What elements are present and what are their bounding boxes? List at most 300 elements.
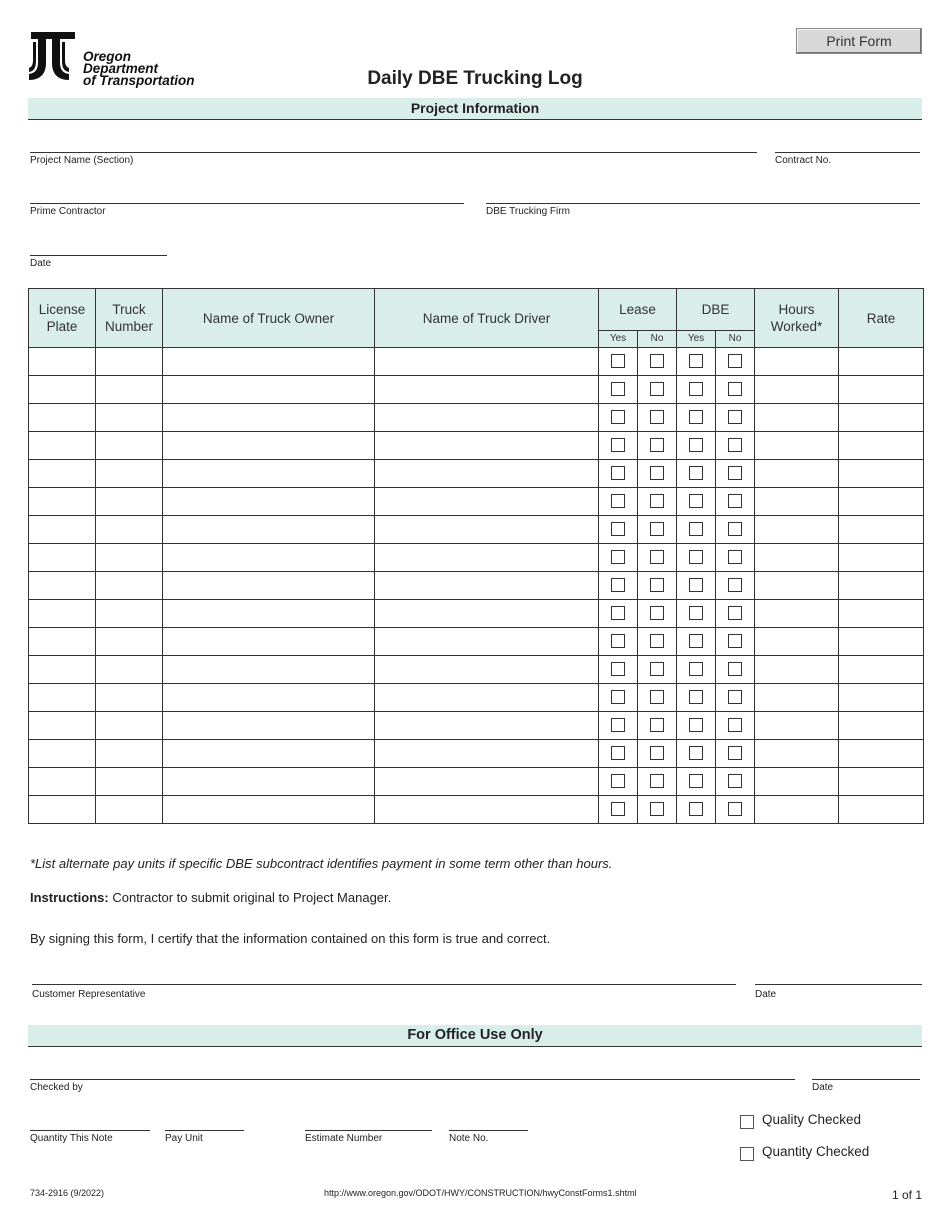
hours-worked-cell[interactable] bbox=[755, 544, 839, 572]
logo-line-3: of Transportation bbox=[83, 73, 195, 88]
dbe-yes-cell bbox=[677, 712, 716, 740]
dbe-yes-checkbox[interactable] bbox=[689, 746, 703, 760]
rate-cell[interactable] bbox=[839, 572, 924, 600]
truck-number-cell[interactable] bbox=[96, 628, 163, 656]
signature-date-label: Date bbox=[755, 989, 777, 1000]
dbe-no-checkbox[interactable] bbox=[728, 354, 742, 368]
truck-owner-cell[interactable] bbox=[163, 376, 375, 404]
truck-driver-cell[interactable] bbox=[375, 348, 599, 376]
table-row bbox=[29, 796, 924, 824]
lease-yes-checkbox[interactable] bbox=[611, 802, 625, 816]
lease-no-cell bbox=[638, 488, 677, 516]
dbe-no-checkbox[interactable] bbox=[728, 466, 742, 480]
rate-cell[interactable] bbox=[839, 376, 924, 404]
dbe-no-cell bbox=[716, 544, 755, 572]
truck-number-cell[interactable] bbox=[96, 488, 163, 516]
lease-no-checkbox[interactable] bbox=[650, 466, 664, 480]
lease-no-checkbox[interactable] bbox=[650, 690, 664, 704]
truck-owner-header: Name of Truck Owner bbox=[163, 289, 375, 348]
hours-worked-cell[interactable] bbox=[755, 376, 839, 404]
license-plate-cell[interactable] bbox=[29, 516, 96, 544]
dbe-yes-cell bbox=[677, 544, 716, 572]
lease-no-cell bbox=[638, 544, 677, 572]
dbe-yes-checkbox[interactable] bbox=[689, 774, 703, 788]
rate-cell[interactable] bbox=[839, 628, 924, 656]
dbe-yes-checkbox[interactable] bbox=[689, 438, 703, 452]
lease-no-checkbox[interactable] bbox=[650, 634, 664, 648]
truck-owner-cell[interactable] bbox=[163, 460, 375, 488]
quality-checked-label: Quality Checked bbox=[762, 1112, 862, 1127]
license-plate-cell[interactable] bbox=[29, 768, 96, 796]
lease-no-cell bbox=[638, 796, 677, 824]
lease-no-cell bbox=[638, 572, 677, 600]
dbe-yes-checkbox[interactable] bbox=[689, 494, 703, 508]
truck-driver-cell[interactable] bbox=[375, 628, 599, 656]
lease-yes-checkbox[interactable] bbox=[611, 718, 625, 732]
rate-cell[interactable] bbox=[839, 516, 924, 544]
license-plate-cell[interactable] bbox=[29, 628, 96, 656]
dbe-yes-cell bbox=[677, 684, 716, 712]
truck-owner-cell[interactable] bbox=[163, 656, 375, 684]
lease-no-cell bbox=[638, 656, 677, 684]
lease-no-checkbox[interactable] bbox=[650, 550, 664, 564]
truck-driver-cell[interactable] bbox=[375, 376, 599, 404]
rate-cell[interactable] bbox=[839, 796, 924, 824]
truck-number-cell[interactable] bbox=[96, 600, 163, 628]
lease-yes-cell bbox=[599, 348, 638, 376]
truck-driver-cell[interactable] bbox=[375, 404, 599, 432]
lease-no-cell bbox=[638, 768, 677, 796]
lease-yes-checkbox[interactable] bbox=[611, 578, 625, 592]
logo-line-1: Oregon bbox=[83, 49, 132, 64]
dbe-yes-cell bbox=[677, 404, 716, 432]
lease-no-checkbox[interactable] bbox=[650, 382, 664, 396]
dbe-no-checkbox[interactable] bbox=[728, 718, 742, 732]
lease-yes-cell bbox=[599, 628, 638, 656]
lease-no-cell bbox=[638, 348, 677, 376]
form-title: Daily DBE Trucking Log bbox=[367, 68, 583, 89]
truck-driver-cell[interactable] bbox=[375, 432, 599, 460]
rate-cell[interactable] bbox=[839, 544, 924, 572]
lease-no-cell bbox=[638, 740, 677, 768]
dbe-yes-checkbox[interactable] bbox=[689, 606, 703, 620]
lease-yes-cell bbox=[599, 488, 638, 516]
truck-number-cell[interactable] bbox=[96, 348, 163, 376]
project-information-header: Project Information bbox=[28, 98, 922, 120]
rate-cell[interactable] bbox=[839, 684, 924, 712]
instructions-label: Instructions: bbox=[30, 890, 109, 905]
rate-cell[interactable] bbox=[839, 712, 924, 740]
dbe-yes-checkbox[interactable] bbox=[689, 466, 703, 480]
license-plate-cell[interactable] bbox=[29, 488, 96, 516]
lease-header: Lease bbox=[599, 289, 677, 331]
truck-number-cell[interactable] bbox=[96, 796, 163, 824]
project-name-label: Project Name (Section) bbox=[30, 155, 134, 166]
dbe-no-checkbox[interactable] bbox=[728, 634, 742, 648]
lease-no-checkbox[interactable] bbox=[650, 494, 664, 508]
truck-number-cell[interactable] bbox=[96, 572, 163, 600]
rate-cell[interactable] bbox=[839, 432, 924, 460]
dbe-yes-checkbox[interactable] bbox=[689, 410, 703, 424]
lease-yes-checkbox[interactable] bbox=[611, 690, 625, 704]
rate-cell[interactable] bbox=[839, 600, 924, 628]
truck-number-cell[interactable] bbox=[96, 460, 163, 488]
truck-driver-cell[interactable] bbox=[375, 712, 599, 740]
dbe-yes-checkbox[interactable] bbox=[689, 690, 703, 704]
license-plate-cell[interactable] bbox=[29, 404, 96, 432]
quantity-this-note-label: Quantity This Note bbox=[30, 1133, 113, 1144]
truck-driver-cell[interactable] bbox=[375, 656, 599, 684]
lease-no-checkbox[interactable] bbox=[650, 718, 664, 732]
dbe-no-checkbox[interactable] bbox=[728, 382, 742, 396]
table-row bbox=[29, 684, 924, 712]
dbe-no-cell bbox=[716, 348, 755, 376]
dbe-no-checkbox[interactable] bbox=[728, 578, 742, 592]
truck-driver-header: Name of Truck Driver bbox=[375, 289, 599, 348]
lease-no-cell bbox=[638, 460, 677, 488]
dbe-yes-checkbox[interactable] bbox=[689, 382, 703, 396]
truck-number-cell[interactable] bbox=[96, 516, 163, 544]
license-plate-header: License Plate bbox=[29, 289, 96, 348]
dbe-yes-cell bbox=[677, 600, 716, 628]
truck-owner-cell[interactable] bbox=[163, 600, 375, 628]
estimate-number-label: Estimate Number bbox=[305, 1133, 383, 1144]
license-plate-cell[interactable] bbox=[29, 432, 96, 460]
truck-owner-cell[interactable] bbox=[163, 432, 375, 460]
dbe-yes-checkbox[interactable] bbox=[689, 550, 703, 564]
lease-yes-checkbox[interactable] bbox=[611, 494, 625, 508]
lease-yes-cell bbox=[599, 656, 638, 684]
truck-owner-cell[interactable] bbox=[163, 572, 375, 600]
truck-owner-cell[interactable] bbox=[163, 348, 375, 376]
print-form-button[interactable]: Print Form bbox=[796, 28, 922, 54]
lease-no-checkbox[interactable] bbox=[650, 606, 664, 620]
dbe-trucking-firm-label: DBE Trucking Firm bbox=[486, 206, 570, 217]
note-no-label: Note No. bbox=[449, 1133, 489, 1144]
form-url-link[interactable]: http://www.oregon.gov/ODOT/HWY/CONSTRUCTION/hwyConstForms1.shtml bbox=[324, 1188, 637, 1198]
license-plate-cell[interactable] bbox=[29, 348, 96, 376]
lease-no-checkbox[interactable] bbox=[650, 438, 664, 452]
license-plate-cell[interactable] bbox=[29, 740, 96, 768]
lease-yes-header: Yes bbox=[599, 331, 638, 348]
prime-contractor-field[interactable] bbox=[30, 203, 464, 204]
lease-yes-cell bbox=[599, 460, 638, 488]
lease-no-checkbox[interactable] bbox=[650, 578, 664, 592]
license-plate-cell[interactable] bbox=[29, 376, 96, 404]
office-date-field[interactable] bbox=[812, 1079, 920, 1080]
hours-worked-cell[interactable] bbox=[755, 712, 839, 740]
trucking-log-table bbox=[28, 288, 924, 824]
dbe-header: DBE bbox=[677, 289, 755, 331]
truck-number-cell[interactable] bbox=[96, 740, 163, 768]
dbe-yes-cell bbox=[677, 656, 716, 684]
dbe-no-cell bbox=[716, 712, 755, 740]
dbe-yes-checkbox[interactable] bbox=[689, 354, 703, 368]
truck-number-cell[interactable] bbox=[96, 768, 163, 796]
pay-unit-label: Pay Unit bbox=[165, 1133, 203, 1144]
lease-no-cell bbox=[638, 376, 677, 404]
truck-number-cell[interactable] bbox=[96, 432, 163, 460]
checked-by-field[interactable] bbox=[30, 1079, 795, 1080]
lease-no-checkbox[interactable] bbox=[650, 774, 664, 788]
dbe-yes-checkbox[interactable] bbox=[689, 662, 703, 676]
footnote: *List alternate pay units if specific DBE subcontract identifies payment in some term other than hours. bbox=[30, 856, 613, 871]
table-row bbox=[29, 628, 924, 656]
truck-owner-cell[interactable] bbox=[163, 404, 375, 432]
license-plate-cell[interactable] bbox=[29, 460, 96, 488]
rate-cell[interactable] bbox=[839, 740, 924, 768]
lease-yes-cell bbox=[599, 740, 638, 768]
truck-driver-cell[interactable] bbox=[375, 544, 599, 572]
table-row bbox=[29, 712, 924, 740]
truck-owner-cell[interactable] bbox=[163, 488, 375, 516]
pay-unit-field[interactable] bbox=[165, 1130, 244, 1131]
dbe-yes-cell bbox=[677, 376, 716, 404]
dbe-no-checkbox[interactable] bbox=[728, 522, 742, 536]
lease-no-header: No bbox=[638, 331, 677, 348]
dbe-no-cell bbox=[716, 488, 755, 516]
rate-cell[interactable] bbox=[839, 348, 924, 376]
truck-number-cell[interactable] bbox=[96, 712, 163, 740]
dbe-no-checkbox[interactable] bbox=[728, 606, 742, 620]
lease-yes-checkbox[interactable] bbox=[611, 550, 625, 564]
truck-driver-cell[interactable] bbox=[375, 488, 599, 516]
lease-no-checkbox[interactable] bbox=[650, 522, 664, 536]
lease-no-checkbox[interactable] bbox=[650, 802, 664, 816]
dbe-no-checkbox[interactable] bbox=[728, 550, 742, 564]
truck-owner-cell[interactable] bbox=[163, 544, 375, 572]
truck-owner-cell[interactable] bbox=[163, 768, 375, 796]
table-row bbox=[29, 768, 924, 796]
truck-driver-cell[interactable] bbox=[375, 600, 599, 628]
dbe-no-cell bbox=[716, 460, 755, 488]
dbe-yes-checkbox[interactable] bbox=[689, 634, 703, 648]
lease-no-cell bbox=[638, 684, 677, 712]
prime-contractor-label: Prime Contractor bbox=[30, 206, 106, 217]
trucking-log-rows bbox=[29, 348, 924, 824]
lease-yes-checkbox[interactable] bbox=[611, 466, 625, 480]
dbe-yes-checkbox[interactable] bbox=[689, 522, 703, 536]
lease-yes-cell bbox=[599, 404, 638, 432]
dbe-no-cell bbox=[716, 656, 755, 684]
dbe-yes-cell bbox=[677, 432, 716, 460]
date-label: Date bbox=[30, 258, 52, 269]
lease-yes-checkbox[interactable] bbox=[611, 774, 625, 788]
certification-statement: By signing this form, I certify that the information contained on this form is true and correct. bbox=[30, 931, 551, 946]
dbe-no-checkbox[interactable] bbox=[728, 438, 742, 452]
instructions-text: Contractor to submit original to Project Manager. bbox=[108, 890, 392, 905]
checked-by-label: Checked by bbox=[30, 1082, 83, 1093]
lease-yes-checkbox[interactable] bbox=[611, 438, 625, 452]
hours-worked-cell[interactable] bbox=[755, 796, 839, 824]
lease-no-checkbox[interactable] bbox=[650, 746, 664, 760]
rate-cell[interactable] bbox=[839, 768, 924, 796]
hours-worked-cell[interactable] bbox=[755, 432, 839, 460]
truck-driver-cell[interactable] bbox=[375, 796, 599, 824]
office-use-header: For Office Use Only bbox=[28, 1025, 922, 1047]
hours-worked-cell[interactable] bbox=[755, 348, 839, 376]
lease-no-cell bbox=[638, 628, 677, 656]
hours-worked-header: Hours Worked* bbox=[755, 289, 839, 348]
dbe-yes-cell bbox=[677, 796, 716, 824]
hours-worked-cell[interactable] bbox=[755, 768, 839, 796]
dbe-no-cell bbox=[716, 684, 755, 712]
rate-cell[interactable] bbox=[839, 656, 924, 684]
note-no-field[interactable] bbox=[449, 1130, 528, 1131]
dbe-no-cell bbox=[716, 376, 755, 404]
project-name-field[interactable] bbox=[30, 152, 757, 153]
page-number: 1 of 1 bbox=[892, 1188, 923, 1202]
dbe-yes-checkbox[interactable] bbox=[689, 802, 703, 816]
lease-no-cell bbox=[638, 600, 677, 628]
dbe-no-checkbox[interactable] bbox=[728, 746, 742, 760]
dbe-no-cell bbox=[716, 432, 755, 460]
lease-yes-checkbox[interactable] bbox=[611, 354, 625, 368]
rate-cell[interactable] bbox=[839, 460, 924, 488]
truck-driver-cell[interactable] bbox=[375, 460, 599, 488]
lease-yes-cell bbox=[599, 432, 638, 460]
dbe-no-checkbox[interactable] bbox=[728, 802, 742, 816]
dbe-no-checkbox[interactable] bbox=[728, 662, 742, 676]
truck-owner-cell[interactable] bbox=[163, 796, 375, 824]
form-number: 734-2916 (9/2022) bbox=[30, 1188, 105, 1198]
hours-worked-cell[interactable] bbox=[755, 628, 839, 656]
hours-worked-cell[interactable] bbox=[755, 572, 839, 600]
truck-owner-cell[interactable] bbox=[163, 740, 375, 768]
truck-driver-cell[interactable] bbox=[375, 572, 599, 600]
hours-worked-cell[interactable] bbox=[755, 740, 839, 768]
rate-header: Rate bbox=[839, 289, 924, 348]
quantity-checked-label: Quantity Checked bbox=[762, 1144, 870, 1159]
quantity-this-note-field[interactable] bbox=[30, 1130, 150, 1131]
lease-yes-checkbox[interactable] bbox=[611, 410, 625, 424]
lease-yes-cell bbox=[599, 572, 638, 600]
lease-yes-checkbox[interactable] bbox=[611, 522, 625, 536]
truck-number-cell[interactable] bbox=[96, 376, 163, 404]
lease-no-checkbox[interactable] bbox=[650, 662, 664, 676]
hours-worked-cell[interactable] bbox=[755, 600, 839, 628]
lease-yes-cell bbox=[599, 684, 638, 712]
date-field[interactable] bbox=[30, 255, 167, 256]
dbe-no-cell bbox=[716, 740, 755, 768]
license-plate-cell[interactable] bbox=[29, 684, 96, 712]
dbe-yes-header: Yes bbox=[677, 331, 716, 348]
hours-worked-cell[interactable] bbox=[755, 684, 839, 712]
truck-owner-cell[interactable] bbox=[163, 684, 375, 712]
dbe-no-cell bbox=[716, 516, 755, 544]
truck-driver-cell[interactable] bbox=[375, 516, 599, 544]
lease-no-cell bbox=[638, 516, 677, 544]
truck-owner-cell[interactable] bbox=[163, 712, 375, 740]
truck-number-cell[interactable] bbox=[96, 684, 163, 712]
lease-no-checkbox[interactable] bbox=[650, 354, 664, 368]
lease-yes-cell bbox=[599, 544, 638, 572]
lease-yes-cell bbox=[599, 796, 638, 824]
dbe-no-checkbox[interactable] bbox=[728, 690, 742, 704]
dbe-no-checkbox[interactable] bbox=[728, 410, 742, 424]
truck-driver-cell[interactable] bbox=[375, 768, 599, 796]
dbe-yes-checkbox[interactable] bbox=[689, 718, 703, 732]
dbe-no-checkbox[interactable] bbox=[728, 494, 742, 508]
truck-number-cell[interactable] bbox=[96, 544, 163, 572]
rate-cell[interactable] bbox=[839, 488, 924, 516]
signature-date-field[interactable] bbox=[755, 984, 922, 985]
license-plate-cell[interactable] bbox=[29, 544, 96, 572]
lease-no-cell bbox=[638, 432, 677, 460]
contract-no-field[interactable] bbox=[775, 152, 920, 153]
truck-owner-cell[interactable] bbox=[163, 628, 375, 656]
lease-yes-checkbox[interactable] bbox=[611, 662, 625, 676]
table-row bbox=[29, 600, 924, 628]
license-plate-cell[interactable] bbox=[29, 572, 96, 600]
lease-yes-cell bbox=[599, 712, 638, 740]
table-row bbox=[29, 572, 924, 600]
table-row bbox=[29, 432, 924, 460]
license-plate-cell[interactable] bbox=[29, 712, 96, 740]
lease-yes-cell bbox=[599, 376, 638, 404]
quantity-checked-checkbox[interactable] bbox=[740, 1147, 754, 1161]
table-row bbox=[29, 656, 924, 684]
dbe-no-cell bbox=[716, 600, 755, 628]
lease-yes-cell bbox=[599, 516, 638, 544]
truck-driver-cell[interactable] bbox=[375, 740, 599, 768]
lease-yes-checkbox[interactable] bbox=[611, 606, 625, 620]
instructions bbox=[30, 890, 391, 905]
lease-yes-checkbox[interactable] bbox=[611, 382, 625, 396]
contract-no-label: Contract No. bbox=[775, 155, 832, 166]
dbe-yes-cell bbox=[677, 740, 716, 768]
customer-representative-field[interactable] bbox=[32, 984, 736, 985]
license-plate-cell[interactable] bbox=[29, 656, 96, 684]
license-plate-cell[interactable] bbox=[29, 600, 96, 628]
truck-owner-cell[interactable] bbox=[163, 516, 375, 544]
hours-worked-cell[interactable] bbox=[755, 460, 839, 488]
lease-yes-checkbox[interactable] bbox=[611, 634, 625, 648]
truck-number-cell[interactable] bbox=[96, 656, 163, 684]
table-row bbox=[29, 404, 924, 432]
truck-number-header: Truck Number bbox=[96, 289, 163, 348]
logo-line-2: Department bbox=[83, 61, 159, 76]
dbe-no-cell bbox=[716, 404, 755, 432]
table-row bbox=[29, 348, 924, 376]
quality-checked-checkbox[interactable] bbox=[740, 1115, 754, 1129]
dbe-no-checkbox[interactable] bbox=[728, 774, 742, 788]
lease-no-checkbox[interactable] bbox=[650, 410, 664, 424]
lease-yes-cell bbox=[599, 768, 638, 796]
dbe-yes-cell bbox=[677, 768, 716, 796]
rate-cell[interactable] bbox=[839, 404, 924, 432]
hours-worked-cell[interactable] bbox=[755, 404, 839, 432]
lease-yes-checkbox[interactable] bbox=[611, 746, 625, 760]
hours-worked-cell[interactable] bbox=[755, 656, 839, 684]
table-row bbox=[29, 544, 924, 572]
truck-number-cell[interactable] bbox=[96, 404, 163, 432]
dbe-yes-cell bbox=[677, 516, 716, 544]
dbe-trucking-firm-field[interactable] bbox=[486, 203, 920, 204]
table-row bbox=[29, 460, 924, 488]
license-plate-cell[interactable] bbox=[29, 796, 96, 824]
truck-driver-cell[interactable] bbox=[375, 684, 599, 712]
dbe-yes-cell bbox=[677, 488, 716, 516]
estimate-number-field[interactable] bbox=[305, 1130, 432, 1131]
hours-worked-cell[interactable] bbox=[755, 516, 839, 544]
hours-worked-cell[interactable] bbox=[755, 488, 839, 516]
dbe-yes-checkbox[interactable] bbox=[689, 578, 703, 592]
dbe-yes-cell bbox=[677, 460, 716, 488]
lease-no-cell bbox=[638, 404, 677, 432]
lease-yes-cell bbox=[599, 600, 638, 628]
lease-no-cell bbox=[638, 712, 677, 740]
